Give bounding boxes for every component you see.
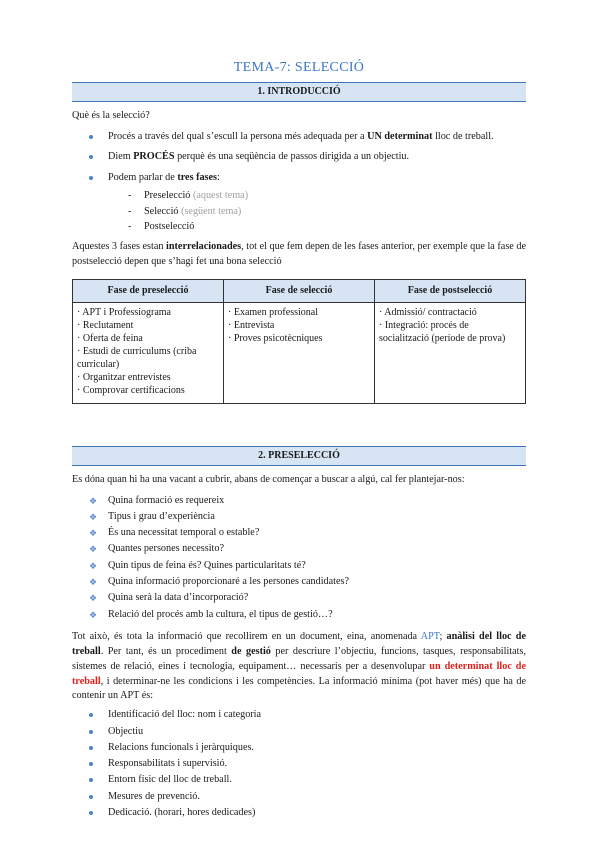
diamond-bullet-icon: ❖	[89, 528, 98, 539]
summary-paragraph: Aquestes 3 fases estan interrelacionades, tot el que fem depen de les fases anterior, per exemple que la fase de postselecció depen que s’hagi fet una bona selecció	[72, 241, 526, 268]
table-cell-preseleccio: · APT i Professiograma · Reclutament · Oferta de feina · Estudi de currículums (criba curricular) · Organitzar entrevistes · Comprovar certificacions	[73, 303, 224, 404]
bullet-dot-icon	[89, 730, 93, 734]
dash-icon: -	[128, 189, 132, 201]
list-item: Dedicació. (horari, hores dedicades)	[72, 806, 526, 821]
bullet-dot-icon	[89, 176, 93, 180]
list-item: Responsabilitats i supervisió.	[72, 757, 526, 772]
section-heading-introduccio: 1. INTRODUCCIÓ	[72, 82, 526, 102]
diamond-bullet-icon: ❖	[89, 593, 98, 604]
diamond-bullet-icon: ❖	[89, 495, 98, 506]
list-item: Objectiu	[72, 725, 526, 740]
list-item: Relacions funcionals i jeràrquiques.	[72, 741, 526, 756]
dash-icon: -	[128, 205, 132, 217]
bullet-dot-icon	[89, 135, 93, 139]
diamond-bullet-icon: ❖	[89, 544, 98, 555]
list-item: Diem PROCÉS perquè és una seqüència de passos dirigida a un objectiu.	[72, 150, 526, 165]
bullet-dot-icon	[89, 713, 93, 717]
table-header-cell: Fase de preselecció	[73, 279, 224, 303]
table-header-row	[73, 279, 526, 303]
questions-list	[72, 494, 526, 623]
bullet-dot-icon	[89, 795, 93, 799]
bullet-dot-icon	[89, 778, 93, 782]
phase-sublist	[72, 189, 526, 235]
table-cell-postseleccio: · Admissió/ contractació · Integració: procés de socialització (període de prova)	[375, 303, 526, 404]
list-item: ❖ Relació del procés amb la cultura, el tipus de gestió…?	[89, 608, 333, 620]
apt-term: APT	[420, 631, 440, 643]
apt-paragraph: Tot això, és tota la informació que recollirem en un document, eina, anomenada APT; anàlisi del lloc de treball. Per tant, és un procediment de gestió per descriure l’objectiu, funcions, tasques, responsabilitats, sistemes de relació, eines i tecnologia, equipament… necessaris per a desenvolupar un determinat lloc de treball, i determinar-ne les condicions i les competències. La informació mínima (pot haver més) que ha de contenir un APT és:	[72, 631, 526, 702]
list-item: Mesures de prevenció.	[72, 790, 526, 805]
table-cell-seleccio: · Examen professional · Entrevista · Proves psicotècniques	[224, 303, 375, 404]
diamond-bullet-icon: ❖	[89, 609, 98, 620]
diamond-bullet-icon: ❖	[89, 560, 98, 571]
section-heading-preseleccio: 2. PRESELECCIÓ	[72, 446, 526, 466]
intro-question: Què és la selecció?	[72, 109, 150, 121]
bullet-dot-icon	[89, 811, 93, 815]
list-item: Podem parlar de tres fases:	[72, 171, 526, 186]
list-item: Procés a través del qual s’escull la persona més adequada per a UN determinat lloc de treball.	[72, 130, 526, 145]
bullet-dot-icon	[89, 746, 93, 750]
list-item: Entorn físic del lloc de treball.	[72, 773, 526, 788]
table-header-cell: Fase de postselecció	[375, 279, 526, 303]
document-page	[72, 58, 526, 827]
list-item: ❖ Quantes persones necessito?	[89, 543, 224, 555]
intro-bullet-list	[72, 130, 526, 186]
list-item: ❖ Quina serà la data d’incorporació?	[89, 592, 249, 604]
dash-icon: -	[128, 221, 132, 233]
table-row	[73, 303, 526, 404]
list-item: - Postselecció	[72, 220, 526, 235]
list-item: - Selecció (següent tema)	[72, 205, 526, 220]
list-item: Identificació del lloc: nom i categoria	[72, 708, 526, 723]
diamond-bullet-icon: ❖	[89, 511, 98, 522]
list-item: ❖ És una necessitat temporal o estable?	[89, 527, 260, 539]
table-header-cell: Fase de selecció	[224, 279, 375, 303]
diamond-bullet-icon: ❖	[89, 577, 98, 588]
phases-table	[72, 279, 526, 405]
list-item: - Preselecció (aquest tema)	[72, 189, 526, 204]
bullet-dot-icon	[89, 762, 93, 766]
preselection-intro: Es dóna quan hi ha una vacant a cubrir, abans de començar a buscar a algú, cal fer plantejar-nos:	[72, 473, 465, 485]
list-item: ❖ Quin tipus de feina és? Quines particularitats té?	[89, 559, 306, 571]
page-title: TEMA-7: SELECCIÓ	[233, 60, 365, 75]
list-item: ❖ Quina formació es requereix	[89, 494, 225, 506]
apt-items-list	[72, 708, 526, 820]
highlighted-phrase: un determinat lloc de treball	[72, 660, 526, 687]
list-item: ❖ Tipus i grau d’experiència	[89, 510, 215, 522]
list-item: ❖ Quina informació proporcionaré a les persones candidates?	[89, 576, 350, 588]
bullet-dot-icon	[89, 155, 93, 159]
